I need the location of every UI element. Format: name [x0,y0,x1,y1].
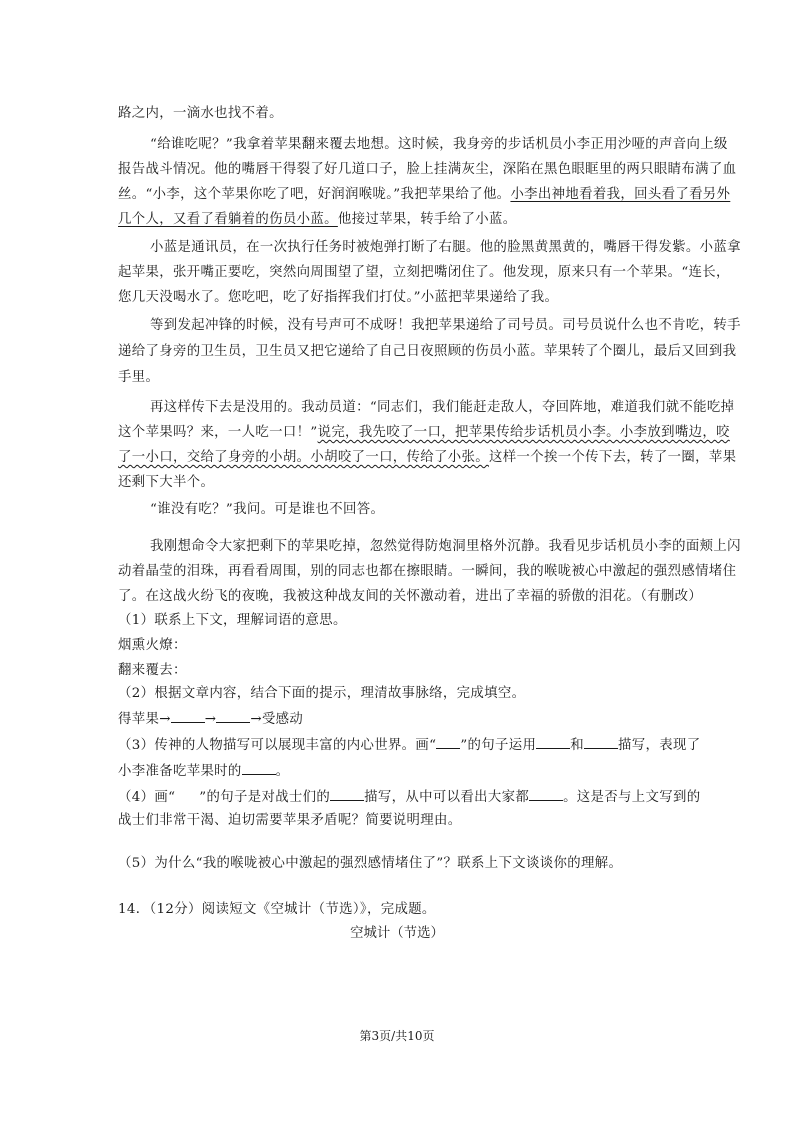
q4-text: 。这是否与上文写到的 [563,790,701,805]
answer-blank[interactable] [330,788,364,801]
page-footer: 第3页/共10页 [359,1029,435,1043]
answer-blank[interactable] [242,762,276,775]
story-line: 动着晶莹的泪珠，再看看周围，别的同志也都在擦眼睛。一瞬间，我的喉咙被心中激起的强烈感情堵住 [118,564,737,579]
underlined-sentence: 小李出神地看着我，回头看了看另外 [510,187,731,202]
flow-start: 得苹果→ [118,712,171,727]
q4-text: （4）画“ [118,790,176,805]
story-line: 了。在这战火纷飞的夜晚，我被这种战友间的关怀激动着，进出了幸福的骄傲的泪花。（有删改） [118,589,703,604]
question-4 [118,788,700,806]
question-14-label: 14．（12分）阅读短文《空城计（节选）》，完成题。 [118,902,436,917]
q3-text: 小李准备吃苹果时的 [118,764,242,779]
question-3-cont [118,762,289,780]
story-line: 我刚想命令大家把剩下的苹果吃掉，忽然觉得防炮洞里格外沉静。我看见步话机员小李的面颊上闪 [150,539,741,554]
answer-blank[interactable] [584,736,618,749]
story-text: 这样一个挨一个传下去，转了一圈，苹果 [489,450,737,465]
story-line: 路之内，一滴水也找不着。 [118,106,283,121]
question-5: （5）为什么“我的喉咙被心中激起的强烈感情堵住了”？联系上下文谈谈你的理解。 [118,856,623,871]
story-text: 这个苹果吗？来，一人吃一口！” [118,425,318,440]
story-line: “谁没有吃？”我问。可是谁也不回答。 [150,502,385,517]
story-line: 您几天没喝水了。您吃吧，吃了好指挥我们打仗。”小蓝把苹果递给了我。 [118,290,559,305]
story-line: 递给了身旁的卫生员，卫生员又把它递给了自己日夜照顾的伤员小蓝。苹果转了个圈儿，最后又回到我 [118,344,737,359]
story-line: 还剩下大半个。 [118,475,215,490]
story-line: 起苹果，张开嘴正要吃，突然向周围望了望，立刻把嘴闭住了。他发现，原来只有一个苹果。“连长， [118,265,730,280]
story-text: 他接过苹果，转手给了小蓝。 [337,212,517,227]
question-2-flow [118,710,303,728]
story-line: “给谁吃呢？”我拿着苹果翻来覆去地想。这时候，我身旁的步话机员小李正用沙哑的声音向上级 [150,137,728,152]
story-text: 丝。“小李，这个苹果你吃了吧，好润润喉咙。”我把苹果给了他。 [118,187,511,202]
story-line: 再这样传下去是没用的。我动员道：“同志们，我们能赶走敌人，夺回阵地，难道我们就不能吃掉 [150,400,735,415]
q4-text: 描写，从中可以看出大家都 [364,790,530,805]
question-4-cont: 战士们非常干渴、迫切需要苹果矛盾呢？简要说明理由。 [118,813,462,828]
wavy-line-sample [175,790,199,802]
q3-text: 。 [275,764,290,779]
story-line: 小蓝是通讯员，在一次执行任务时被炮弹打断了右腿。他的脸黑黄黑黄的，嘴唇干得发紫。小蓝拿 [150,240,741,255]
story-line [118,450,736,466]
underlined-sentence: 几个人，又看了看躺着的伤员小蓝。 [118,212,338,227]
story-line [118,187,730,203]
flow-arrow: → [204,712,217,727]
flow-end: →受感动 [250,712,304,727]
story-line: 报告战斗情况。他的嘴唇干得裂了好几道口子，脸上挂满灰尘，深陷在黑色眼眶里的两只眼睛布满了血 [118,162,737,177]
story-line [118,212,517,228]
answer-blank[interactable] [536,736,570,749]
question-3 [118,736,700,754]
question-1-term-b: 翻来覆去： [118,663,187,678]
question-2: （2）根据文章内容，结合下面的提示，理清故事脉络，完成填空。 [118,686,526,701]
straight-line-sample [436,736,460,749]
wavy-underlined-sentence: 了一小口，交给了身旁的小胡。小胡咬了一口，传给了小张。 [118,450,489,465]
question-1: （1）联系上下文，理解词语的意思。 [118,613,347,628]
answer-blank[interactable] [171,710,205,723]
q3-text: ”的句子运用 [460,738,537,753]
passage-title: 空城计（节选） [350,926,444,941]
q3-text: （3）传神的人物描写可以展现丰富的内心世界。画“ [118,738,437,753]
q4-text: ”的句子是对战士们的 [199,790,331,805]
story-line: 等到发起冲锋的时候，没有号声可不成呀！我把苹果递给了司号员。司号员说什么也不肯吃，转手 [150,318,741,333]
q3-text: 描写，表现了 [618,738,701,753]
answer-blank[interactable] [216,710,250,723]
story-line [118,425,730,441]
q3-text: 和 [570,738,585,753]
answer-blank[interactable] [529,788,563,801]
question-1-term-a: 烟熏火燎： [118,638,187,653]
wavy-underlined-sentence: 说完，我先咬了一口，把苹果传给步话机员小李。小李放到嘴边，咬 [317,425,730,440]
story-line: 手里。 [118,370,160,385]
